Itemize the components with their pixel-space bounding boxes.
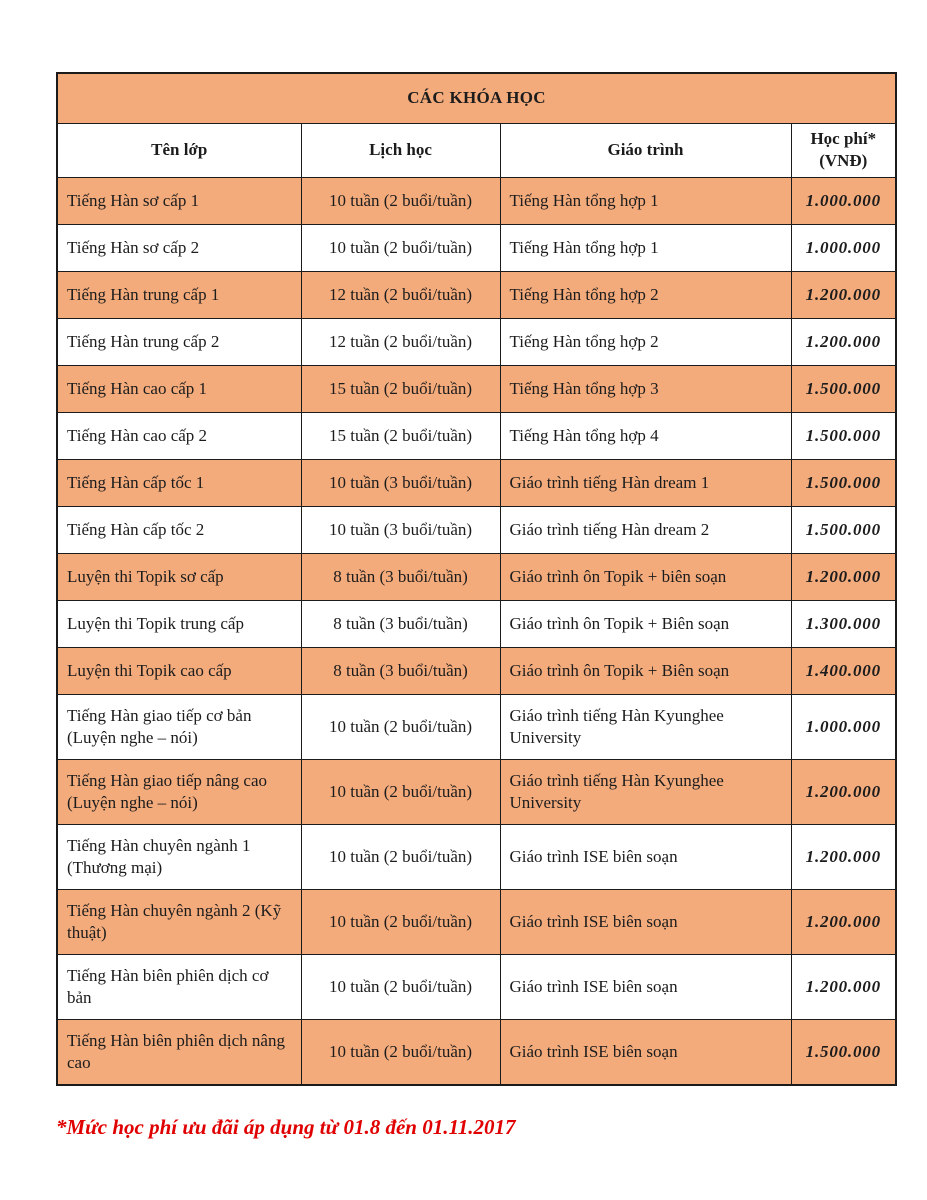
class-name-cell: Luyện thi Topik trung cấp [57, 600, 301, 647]
schedule-cell: 15 tuần (2 buổi/tuần) [301, 412, 500, 459]
course-row [57, 553, 896, 600]
fee-cell: 1.200.000 [791, 553, 896, 600]
fee-cell: 1.200.000 [791, 271, 896, 318]
class-name-cell: Tiếng Hàn trung cấp 2 [57, 318, 301, 365]
course-row [57, 759, 896, 824]
schedule-cell: 10 tuần (2 buổi/tuần) [301, 177, 500, 224]
textbook-cell: Giáo trình ôn Topik + Biên soạn [500, 600, 791, 647]
schedule-cell: 10 tuần (2 buổi/tuần) [301, 954, 500, 1019]
textbook-cell: Giáo trình tiếng Hàn Kyunghee University [500, 759, 791, 824]
fee-cell: 1.500.000 [791, 412, 896, 459]
schedule-cell: 10 tuần (2 buổi/tuần) [301, 759, 500, 824]
class-name-cell: Tiếng Hàn giao tiếp nâng cao (Luyện nghe – nói) [57, 759, 301, 824]
fee-cell: 1.000.000 [791, 694, 896, 759]
textbook-cell: Tiếng Hàn tổng hợp 2 [500, 318, 791, 365]
col-header-class-name: Tên lớp [57, 123, 301, 177]
fee-cell: 1.400.000 [791, 647, 896, 694]
textbook-cell: Giáo trình ISE biên soạn [500, 824, 791, 889]
textbook-cell: Giáo trình ôn Topik + biên soạn [500, 553, 791, 600]
schedule-cell: 10 tuần (2 buổi/tuần) [301, 1019, 500, 1085]
class-name-cell: Tiếng Hàn sơ cấp 1 [57, 177, 301, 224]
fee-cell: 1.000.000 [791, 224, 896, 271]
textbook-cell: Giáo trình ISE biên soạn [500, 1019, 791, 1085]
course-row [57, 459, 896, 506]
fee-cell: 1.000.000 [791, 177, 896, 224]
course-row [57, 954, 896, 1019]
class-name-cell: Luyện thi Topik cao cấp [57, 647, 301, 694]
fee-cell: 1.200.000 [791, 889, 896, 954]
col-header-fee-line1: Học phí* [810, 129, 877, 148]
schedule-cell: 15 tuần (2 buổi/tuần) [301, 365, 500, 412]
courses-table [56, 72, 897, 1086]
course-row [57, 506, 896, 553]
textbook-cell: Giáo trình ôn Topik + Biên soạn [500, 647, 791, 694]
schedule-cell: 12 tuần (2 buổi/tuần) [301, 271, 500, 318]
textbook-cell: Giáo trình ISE biên soạn [500, 954, 791, 1019]
class-name-cell: Tiếng Hàn sơ cấp 2 [57, 224, 301, 271]
col-header-textbook: Giáo trình [500, 123, 791, 177]
course-row [57, 824, 896, 889]
fee-cell: 1.200.000 [791, 824, 896, 889]
fee-promo-footnote: *Mức học phí ưu đãi áp dụng từ 01.8 đến 01.11.2017 [56, 1115, 516, 1139]
course-row [57, 694, 896, 759]
schedule-cell: 10 tuần (2 buổi/tuần) [301, 694, 500, 759]
class-name-cell: Tiếng Hàn cao cấp 2 [57, 412, 301, 459]
course-row [57, 365, 896, 412]
textbook-cell: Tiếng Hàn tổng hợp 3 [500, 365, 791, 412]
col-header-schedule: Lịch học [301, 123, 500, 177]
class-name-cell: Tiếng Hàn trung cấp 1 [57, 271, 301, 318]
schedule-cell: 10 tuần (3 buổi/tuần) [301, 506, 500, 553]
textbook-cell: Tiếng Hàn tổng hợp 1 [500, 177, 791, 224]
fee-cell: 1.200.000 [791, 954, 896, 1019]
col-header-fee [791, 123, 896, 177]
table-title: CÁC KHÓA HỌC [57, 73, 896, 123]
course-row [57, 600, 896, 647]
course-row [57, 271, 896, 318]
class-name-cell: Tiếng Hàn chuyên ngành 1 (Thương mại) [57, 824, 301, 889]
class-name-cell: Tiếng Hàn giao tiếp cơ bản (Luyện nghe – nói) [57, 694, 301, 759]
fee-cell: 1.500.000 [791, 365, 896, 412]
textbook-cell: Tiếng Hàn tổng hợp 1 [500, 224, 791, 271]
class-name-cell: Tiếng Hàn biên phiên dịch nâng cao [57, 1019, 301, 1085]
course-row [57, 224, 896, 271]
class-name-cell: Tiếng Hàn cấp tốc 2 [57, 506, 301, 553]
fee-cell: 1.300.000 [791, 600, 896, 647]
col-header-fee-line2: (VNĐ) [819, 151, 868, 170]
fee-cell: 1.500.000 [791, 506, 896, 553]
textbook-cell: Giáo trình tiếng Hàn Kyunghee University [500, 694, 791, 759]
course-row [57, 412, 896, 459]
table-title-row [57, 73, 896, 123]
schedule-cell: 12 tuần (2 buổi/tuần) [301, 318, 500, 365]
schedule-cell: 8 tuần (3 buổi/tuần) [301, 600, 500, 647]
course-row [57, 1019, 896, 1085]
class-name-cell: Tiếng Hàn cao cấp 1 [57, 365, 301, 412]
schedule-cell: 10 tuần (2 buổi/tuần) [301, 824, 500, 889]
course-rows [57, 177, 896, 1085]
fee-cell: 1.200.000 [791, 318, 896, 365]
schedule-cell: 10 tuần (2 buổi/tuần) [301, 224, 500, 271]
course-row [57, 177, 896, 224]
textbook-cell: Giáo trình tiếng Hàn dream 1 [500, 459, 791, 506]
textbook-cell: Giáo trình tiếng Hàn dream 2 [500, 506, 791, 553]
textbook-cell: Tiếng Hàn tổng hợp 2 [500, 271, 791, 318]
course-row [57, 318, 896, 365]
course-row [57, 889, 896, 954]
column-header-row [57, 123, 896, 177]
textbook-cell: Tiếng Hàn tổng hợp 4 [500, 412, 791, 459]
textbook-cell: Giáo trình ISE biên soạn [500, 889, 791, 954]
fee-cell: 1.200.000 [791, 759, 896, 824]
course-row [57, 647, 896, 694]
schedule-cell: 10 tuần (2 buổi/tuần) [301, 889, 500, 954]
fee-cell: 1.500.000 [791, 1019, 896, 1085]
schedule-cell: 8 tuần (3 buổi/tuần) [301, 647, 500, 694]
class-name-cell: Tiếng Hàn biên phiên dịch cơ bản [57, 954, 301, 1019]
class-name-cell: Luyện thi Topik sơ cấp [57, 553, 301, 600]
class-name-cell: Tiếng Hàn chuyên ngành 2 (Kỹ thuật) [57, 889, 301, 954]
schedule-cell: 10 tuần (3 buổi/tuần) [301, 459, 500, 506]
class-name-cell: Tiếng Hàn cấp tốc 1 [57, 459, 301, 506]
fee-cell: 1.500.000 [791, 459, 896, 506]
schedule-cell: 8 tuần (3 buổi/tuần) [301, 553, 500, 600]
